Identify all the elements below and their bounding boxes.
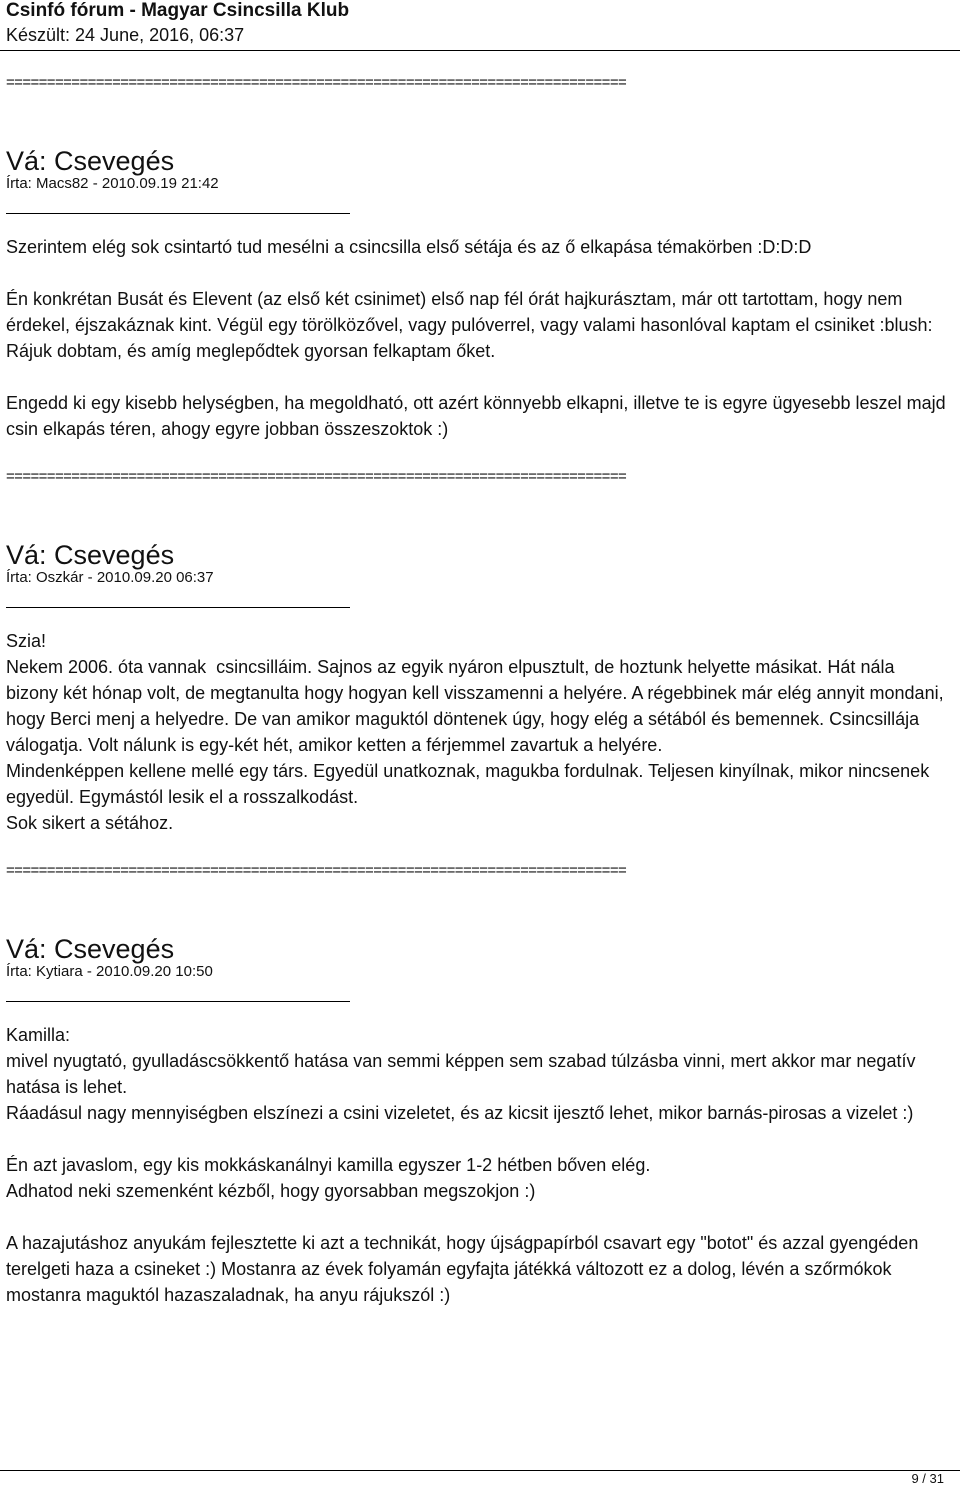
post-paragraph: Szia! Nekem 2006. óta vannak csincsilláim. Sajnos az egyik nyáron elpusztult, de hoztunk helyette másikat. Hát nála bizony két hónap volt, de megtanulta hogy hogyan kell visszamenni a helyére. A régebbinek már elég annyit mondani, hogy Berci menj a helyedre. De van amikor maguktól döntenek úgy, hogy elég a sétából és bemennek. Csincsillája válogatja. Volt nálunk is egy-két hét, amikor ketten a férjemmel zavartuk a helyére. Mindenképpen kellene mellé egy társ. Egyedül unatkoznak, magukba fordulnak. Teljesen kinyílnak, mikor nincsenek egyedül. Egymástól lesik el a rosszalkodást. Sok sikert a sétához. — [6, 631, 944, 833]
post-paragraph: A hazajutáshoz anyukám fejlesztette ki azt a technikát, hogy újságpapírból csavart egy "botot" és azzal gyengéden terelgeti haza a csineket :) Mostanra az évek folyamán egyfajta játékká változott ez a dolog, lévén a szőrmókok mostanra maguktól hazaszaladnak, ha anyu rájukszól :) — [6, 1233, 924, 1305]
post-paragraph: Én azt javaslom, egy kis mokkáskanálnyi kamilla egyszer 1-2 hétben bőven elég. Adhatod neki szemenként kézből, hogy gyorsabban megszokjon :) — [6, 1155, 651, 1201]
post-rule — [6, 213, 350, 214]
post-body — [6, 234, 951, 442]
post-list — [6, 74, 951, 1308]
post-rule — [6, 1001, 350, 1002]
post-title: Vá: Csevegés — [6, 934, 175, 964]
document-header — [6, 0, 946, 46]
post-paragraph: Kamilla: mivel nyugtató, gyulladáscsökkentő hatása van semmi képpen sem szabad túlzásba vinni, mert akkor mar negatív hatása is lehet. Ráadásul nagy mennyiségben elszínezi a csini vizeletet, és az kicsit ijesztő lehet, mikor barnás-pirosas a vizelet :) — [6, 1025, 916, 1123]
post-paragraph: Engedd ki egy kisebb helységben, ha megoldható, ott azért könnyebb elkapni, illetve te is egyre ügyesebb leszel majd csin elkapás téren, ahogy egyre jobban összeszoktok :) — [6, 393, 951, 439]
footer-rule — [0, 1470, 960, 1471]
post-body — [6, 628, 946, 836]
post-rule — [6, 607, 350, 608]
post-meta: Írta: Oszkár - 2010.09.20 06:37 — [6, 569, 214, 586]
post-paragraph: Én konkrétan Busát és Elevent (az első két csinimet) első nap fél órát hajkurásztam, már ott tartottam, hogy nem érdekel, éjszakáznak kint. Végül egy törölközővel, vagy pulóverrel, vagy valami hasonlóval kaptam el csiniket :blush: Rájuk dobtam, és amíg meglepődtek gyorsan felkaptam őket. — [6, 289, 938, 361]
separator: ============================================================================ — [6, 74, 627, 91]
post — [6, 146, 951, 442]
post-paragraph: Szerintem elég sok csintartó tud mesélni a csincsilla első sétája és az ő elkapása témakörben :D:D:D — [6, 237, 812, 257]
post-meta: Írta: Macs82 - 2010.09.19 21:42 — [6, 175, 219, 192]
post-body — [6, 1022, 946, 1308]
post-title: Vá: Csevegés — [6, 540, 175, 570]
separator: ============================================================================ — [6, 468, 627, 485]
post — [6, 541, 946, 836]
forum-title: Csinfó fórum - Magyar Csincsilla Klub — [6, 0, 350, 21]
created-date: Készült: 24 June, 2016, 06:37 — [6, 25, 245, 45]
post-meta: Írta: Kytiara - 2010.09.20 10:50 — [6, 963, 213, 980]
post-title: Vá: Csevegés — [6, 146, 175, 176]
post — [6, 935, 946, 1308]
separator: ============================================================================ — [6, 862, 627, 879]
page-number: 9 / 31 — [911, 1471, 944, 1486]
header-rule — [0, 50, 960, 51]
